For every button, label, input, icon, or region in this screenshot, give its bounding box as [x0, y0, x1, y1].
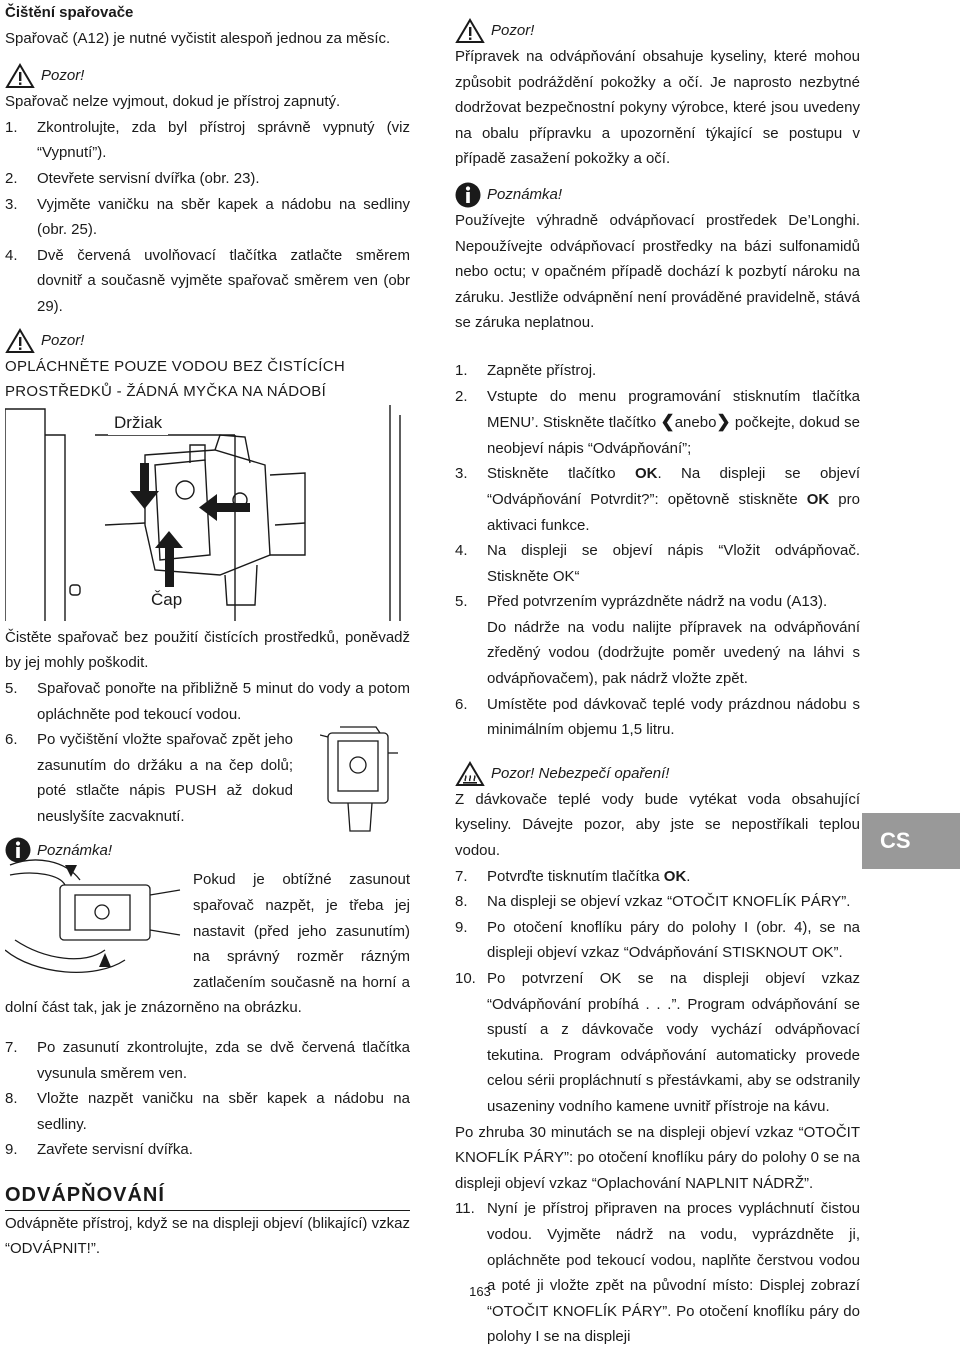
list-item: 4. Dvě červená uvolňovací tlačítka zatlačte směrem dovnitř a současně vyjměte spařovač směrem ven (obr 29).	[5, 246, 410, 315]
warning-label: Pozor!	[491, 22, 535, 40]
list-item: 4. Na displeji se objeví nápis “Vložit odvápňovač. Stiskněte OK“	[455, 542, 860, 585]
warning-label: Pozor!	[41, 331, 85, 349]
note-block	[5, 867, 410, 1021]
warning-acid	[455, 18, 860, 44]
list-item: 3. Stiskněte tlačítko OK. Na displeji se objeví “Odvápňování Potvrdit?”: opětovně stiskněte OK pro aktivaci funkce.	[455, 465, 860, 534]
warning-icon	[5, 328, 35, 354]
info-icon	[455, 182, 481, 208]
ok-key: OK	[806, 490, 830, 508]
list-item: 2. Vstupte do menu programování stisknutím tlačítka MENU’. Stiskněte tlačítko ❮anebo❯ počkejte, dokud se neobjeví nápis “Odvápňování”;	[455, 387, 860, 457]
warning-2-text: OPLÁCHNĚTE POUZE VODOU BEZ ČISTÍCÍCH PROSTŘEDKŮ - ŽÁDNÁ MYČKA NA NÁDOBÍ	[5, 357, 346, 401]
ok-key: OK	[663, 867, 687, 885]
list-item: 6. Umístěte pod dávkovač teplé vody prázdnou nádobu s minimálním objemu 1,5 litru.	[455, 695, 860, 739]
warning-icon	[455, 18, 485, 44]
warning-label: Pozor!	[41, 67, 85, 85]
section-heading-cleaning: Čištění spařovače	[5, 4, 134, 21]
page-number: 163	[469, 1284, 491, 1299]
step-5-sub-text: Do nádrže na vodu nalijte přípravek na odvápňování zředěný vodou (dodržujte poměr uvedený na láhvi s odvápňovačem), pak nádrž vložte zpět.	[487, 618, 860, 688]
note-2-text: Používejte výhradně odvápňovací prostředek De’Longhi. Nepoužívejte odvápňovací prostředky na bázi sulfonamidů nebo octu; v opačném případě dochází k pozbytí nároku na záruku. Jestliže odvápnění není prováděné pravidelně, stává se záruka neplatnou.	[455, 211, 860, 332]
hands-pressing-illustration	[5, 855, 185, 980]
list-item: 8. Na displeji se objeví vzkaz “OTOČIT KNOFLÍK PÁRY”.	[455, 893, 851, 911]
hot-surface-warning-icon	[455, 761, 485, 787]
after-figure-text: Čistěte spařovač bez použití čistících prostředků, poněvadž by jej mohly poškodit.	[5, 628, 410, 672]
warning-2	[5, 328, 410, 354]
intro-text: Spařovač (A12) je nutné vyčistit alespoň jednou za měsíc.	[5, 29, 391, 47]
brewing-unit-small-illustration	[320, 723, 400, 838]
list-item: 10. Po potvrzení OK se na displeji objeví vzkaz “Odvápňování probíhá . . .”. Program odvápňování se spustí a z dávkovače vody vychází odvápňovací tekutina. Program odvápňování automaticky provede celou sérii propláchnutí s přestávkami, aby se odstranily usazeniny vodního kamene uvnitř přístroje na kávu.	[455, 970, 860, 1115]
warning-hot	[455, 761, 860, 787]
warning-hot-label: Pozor! Nebezpečí opaření!	[491, 765, 670, 783]
list-item: 2. Otevřete servisní dvířka (obr. 23).	[5, 169, 260, 187]
warning-acid-text: Přípravek na odvápňování obsahuje kyseliny, které mohou způsobit podráždění pokožky a očí. Je naprosto nezbytné dodržovat bezpečnostní pokyny výrobce, které jsou uvedeny na obalu přípravku a upozornění týkající se postupu v případě zasažení pokožky a očí.	[455, 48, 860, 168]
list-item: 8. Vložte nazpět vaničku na sběr kapek a nádobu na sedliny.	[5, 1090, 410, 1133]
note-label: Poznámka!	[487, 186, 563, 204]
list-item: 5. Před potvrzením vyprázdněte nádrž na vodu (A13).	[455, 593, 828, 611]
note-2	[455, 182, 860, 208]
list-item: 3. Vyjměte vaničku na sběr kapek a nádobu na sedliny (obr. 25).	[5, 195, 410, 239]
warning-icon	[5, 63, 35, 89]
list-item: 9. Po otočení knoflíku páry do polohy I (obr. 4), se na displeji objeví vzkaz “Odvápňování STISKNOUT OK”.	[455, 918, 860, 962]
chevron-right-icon: ❯	[716, 412, 731, 432]
figure-label-holder: Držiak	[108, 410, 168, 436]
warning-1	[5, 63, 410, 89]
figure-label-pin: Čap	[145, 587, 188, 613]
step-6-block	[5, 727, 410, 829]
language-tab: CS	[862, 813, 960, 869]
chevron-left-icon: ❮	[660, 412, 675, 432]
list-item: 11. Nyní je přístroj připraven na proces vypláchnutí čistou vodou. Vyjměte nádrž na vodu, vyprázdněte ji, opláchněte pod tekoucí vodou, naplňte čerstvou vodou a poté ji vložte zpět na původní místo: Displej zobrazí “OTOČIT KNOFLÍK PÁRY”. Po otočení knoflíku páry do polohy I se na displeji	[455, 1200, 860, 1346]
list-item: 7. Potvrďte tisknutím tlačítka OK.	[455, 867, 691, 885]
note-1-text: Pokud je obtížné zasunout spařovač nazpět, je třeba jej nastavit (před jeho zasunutím) na správný rozměr rázným zatlačením současně na horní a dolní část tak, jak je znázorněno na obrázku.	[5, 871, 410, 1017]
warning-hot-text: Z dávkovače teplé vody bude vytékat voda obsahující kyseliny. Dávejte pozor, aby jste se nepostříkali teplou vodou.	[455, 790, 860, 860]
list-item: 1. Zkontrolujte, zda byl přístroj správně vypnutý (viz “Vypnutí”).	[5, 118, 410, 162]
note-label: Poznámka!	[37, 841, 113, 859]
warning-1-text: Spařovač nelze vyjmout, dokud je přístroj zapnutý.	[5, 93, 341, 111]
list-item: 9. Zavřete servisní dvířka.	[5, 1141, 193, 1159]
descaling-intro: Odvápněte přístroj, když se na displeji objeví (blikající) vzkaz “ODVÁPNIT!”.	[5, 1214, 410, 1258]
list-item: 6. Po vyčištění vložte spařovač zpět jeho zasunutím do držáku a na čep dolů; poté stlačte nápis PUSH až dokud neuslyšíte zacvaknutí.	[5, 731, 293, 825]
brewing-unit-illustration	[5, 405, 410, 625]
after-step-10-text: Po zhruba 30 minutách se na displeji objeví vzkaz “OTOČIT KNOFLÍK PÁRY”: po otočení knoflíku páry do polohy 0 se na displeji objeví vzkaz “Oplachování NAPLNIT NÁDRŽ”.	[455, 1123, 860, 1192]
list-item: 1. Zapněte přístroj.	[455, 361, 597, 379]
brewing-unit-figure	[5, 405, 410, 625]
list-item: 7. Po zasunutí zkontrolujte, zda se dvě červená tlačítka vysunula směrem ven.	[5, 1039, 410, 1082]
left-column	[5, 0, 410, 1262]
section-title-descaling: ODVÁPŇOVÁNÍ	[5, 1183, 410, 1211]
right-column	[455, 0, 860, 1350]
list-item: 5. Spařovač ponořte na přibližně 5 minut do vody a potom opláchněte pod tekoucí vodou.	[5, 679, 410, 723]
ok-key: OK	[634, 465, 658, 483]
